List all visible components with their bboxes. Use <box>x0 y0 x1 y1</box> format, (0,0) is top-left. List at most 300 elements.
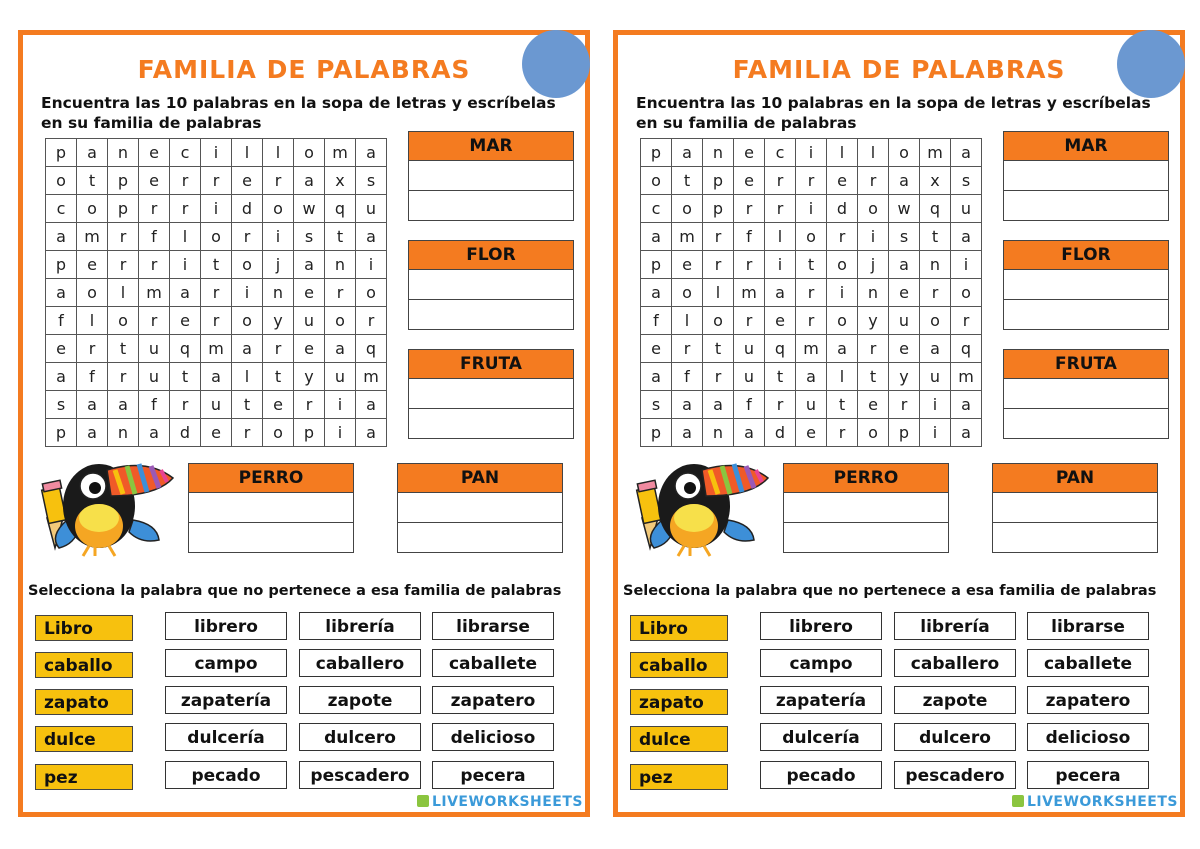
grid-cell[interactable]: r <box>703 223 734 251</box>
option-button[interactable]: librarse <box>1027 612 1149 640</box>
grid-cell[interactable]: j <box>858 251 889 279</box>
grid-cell[interactable]: m <box>139 279 170 307</box>
grid-cell[interactable]: p <box>108 167 139 195</box>
grid-cell[interactable]: t <box>170 363 201 391</box>
grid-cell[interactable]: e <box>46 335 77 363</box>
grid-cell[interactable]: y <box>263 307 294 335</box>
grid-cell[interactable]: o <box>232 251 263 279</box>
grid-cell[interactable]: r <box>920 279 951 307</box>
family-card-perro <box>188 463 354 553</box>
grid-cell[interactable]: r <box>796 167 827 195</box>
option-button[interactable]: librero <box>760 612 882 640</box>
grid-cell[interactable]: d <box>827 195 858 223</box>
word-search-grid[interactable] <box>640 138 982 447</box>
grid-cell[interactable]: o <box>263 195 294 223</box>
grid-cell[interactable]: r <box>294 391 325 419</box>
grid-cell[interactable]: r <box>263 167 294 195</box>
grid-cell[interactable]: r <box>734 195 765 223</box>
option-button[interactable]: pescadero <box>894 761 1016 789</box>
grid-cell[interactable]: i <box>170 251 201 279</box>
grid-cell[interactable]: u <box>294 307 325 335</box>
grid-cell[interactable]: o <box>294 139 325 167</box>
grid-cell[interactable]: o <box>672 279 703 307</box>
grid-cell[interactable]: a <box>356 419 387 447</box>
option-button[interactable]: librería <box>299 612 421 640</box>
grid-cell[interactable]: f <box>734 223 765 251</box>
grid-cell[interactable]: j <box>263 251 294 279</box>
grid-cell[interactable]: e <box>170 307 201 335</box>
grid-cell[interactable]: i <box>858 223 889 251</box>
option-button[interactable]: zapatero <box>432 686 554 714</box>
grid-cell[interactable]: o <box>889 139 920 167</box>
grid-cell[interactable]: d <box>765 419 796 447</box>
grid-cell[interactable]: c <box>641 195 672 223</box>
grid-cell[interactable]: p <box>641 139 672 167</box>
grid-cell[interactable]: t <box>77 167 108 195</box>
grid-cell[interactable]: i <box>827 279 858 307</box>
grid-cell[interactable]: u <box>889 307 920 335</box>
grid-cell[interactable]: r <box>108 251 139 279</box>
grid-cell[interactable]: r <box>796 307 827 335</box>
option-button[interactable]: dulcero <box>894 723 1016 751</box>
family-answer-line[interactable] <box>409 161 573 191</box>
grid-cell[interactable]: r <box>201 307 232 335</box>
grid-cell[interactable]: u <box>734 335 765 363</box>
grid-cell[interactable]: f <box>77 363 108 391</box>
family-answer-line[interactable] <box>1004 161 1168 191</box>
grid-cell[interactable]: o <box>827 307 858 335</box>
grid-cell[interactable]: u <box>139 363 170 391</box>
family-answer-line[interactable] <box>398 493 562 523</box>
grid-cell[interactable]: r <box>170 391 201 419</box>
grid-cell[interactable]: r <box>951 307 982 335</box>
grid-cell[interactable]: r <box>765 391 796 419</box>
grid-cell[interactable]: r <box>858 335 889 363</box>
grid-cell[interactable]: m <box>77 223 108 251</box>
grid-cell[interactable]: r <box>170 195 201 223</box>
grid-cell[interactable]: e <box>734 139 765 167</box>
grid-cell[interactable]: r <box>889 391 920 419</box>
grid-cell[interactable]: t <box>796 251 827 279</box>
grid-cell[interactable]: y <box>858 307 889 335</box>
grid-cell[interactable]: r <box>201 279 232 307</box>
grid-cell[interactable]: m <box>734 279 765 307</box>
grid-cell[interactable]: a <box>672 139 703 167</box>
grid-cell[interactable]: i <box>951 251 982 279</box>
option-button[interactable]: pecera <box>1027 761 1149 789</box>
family-answer-line[interactable] <box>398 523 562 552</box>
family-answer-line[interactable] <box>189 493 353 523</box>
grid-cell[interactable]: e <box>232 167 263 195</box>
grid-cell[interactable]: o <box>920 307 951 335</box>
grid-cell[interactable]: n <box>703 139 734 167</box>
grid-cell[interactable]: e <box>77 251 108 279</box>
grid-cell[interactable]: a <box>951 223 982 251</box>
grid-cell[interactable]: l <box>827 139 858 167</box>
grid-cell[interactable]: t <box>672 167 703 195</box>
option-button[interactable]: caballete <box>432 649 554 677</box>
grid-cell[interactable]: q <box>951 335 982 363</box>
grid-cell[interactable]: r <box>672 335 703 363</box>
grid-cell[interactable]: o <box>232 307 263 335</box>
grid-cell[interactable]: r <box>827 223 858 251</box>
grid-cell[interactable]: a <box>796 363 827 391</box>
grid-cell[interactable]: e <box>139 139 170 167</box>
grid-cell[interactable]: m <box>356 363 387 391</box>
option-button[interactable]: caballero <box>894 649 1016 677</box>
grid-cell[interactable]: r <box>765 167 796 195</box>
grid-cell[interactable]: d <box>170 419 201 447</box>
grid-cell[interactable]: u <box>201 391 232 419</box>
grid-cell[interactable]: p <box>889 419 920 447</box>
option-button[interactable]: pescadero <box>299 761 421 789</box>
grid-cell[interactable]: i <box>920 419 951 447</box>
grid-cell[interactable]: l <box>232 139 263 167</box>
family-answer-line[interactable] <box>784 523 948 552</box>
family-answer-line[interactable] <box>1004 191 1168 220</box>
grid-cell[interactable]: n <box>263 279 294 307</box>
family-answer-line[interactable] <box>409 409 573 438</box>
grid-cell[interactable]: c <box>765 139 796 167</box>
grid-cell[interactable]: r <box>325 279 356 307</box>
grid-cell[interactable]: f <box>139 391 170 419</box>
grid-cell[interactable]: u <box>920 363 951 391</box>
grid-cell[interactable]: i <box>796 139 827 167</box>
grid-cell[interactable]: r <box>201 167 232 195</box>
option-button[interactable]: librería <box>894 612 1016 640</box>
grid-cell[interactable]: f <box>46 307 77 335</box>
grid-cell[interactable]: e <box>263 391 294 419</box>
grid-cell[interactable]: e <box>889 279 920 307</box>
grid-cell[interactable]: t <box>108 335 139 363</box>
grid-cell[interactable]: q <box>356 335 387 363</box>
option-button[interactable]: caballete <box>1027 649 1149 677</box>
grid-row <box>46 223 387 251</box>
grid-cell[interactable]: t <box>703 335 734 363</box>
grid-cell[interactable]: e <box>796 419 827 447</box>
grid-cell[interactable]: m <box>672 223 703 251</box>
grid-cell[interactable]: a <box>232 335 263 363</box>
grid-cell[interactable]: s <box>356 167 387 195</box>
grid-cell[interactable]: i <box>796 195 827 223</box>
grid-cell[interactable]: c <box>170 139 201 167</box>
family-answer-line[interactable] <box>993 523 1157 552</box>
grid-cell[interactable]: a <box>77 419 108 447</box>
grid-cell[interactable]: u <box>796 391 827 419</box>
grid-cell[interactable]: i <box>201 195 232 223</box>
grid-cell[interactable]: o <box>858 419 889 447</box>
grid-cell[interactable]: a <box>77 391 108 419</box>
grid-cell[interactable]: e <box>294 279 325 307</box>
grid-cell[interactable]: o <box>672 195 703 223</box>
grid-cell[interactable]: r <box>139 251 170 279</box>
grid-cell[interactable]: u <box>325 363 356 391</box>
grid-cell[interactable]: w <box>889 195 920 223</box>
grid-cell[interactable]: s <box>951 167 982 195</box>
grid-cell[interactable]: l <box>672 307 703 335</box>
grid-cell[interactable]: a <box>951 391 982 419</box>
grid-cell[interactable]: a <box>672 391 703 419</box>
grid-cell[interactable]: y <box>889 363 920 391</box>
grid-cell[interactable]: f <box>672 363 703 391</box>
grid-cell[interactable]: i <box>325 391 356 419</box>
grid-cell[interactable]: l <box>108 279 139 307</box>
family-answer-line[interactable] <box>409 270 573 300</box>
option-button[interactable]: librero <box>165 612 287 640</box>
option-button[interactable]: delicioso <box>1027 723 1149 751</box>
grid-cell[interactable]: r <box>703 363 734 391</box>
grid-cell[interactable]: r <box>796 279 827 307</box>
option-button[interactable]: librarse <box>432 612 554 640</box>
option-button[interactable]: zapote <box>299 686 421 714</box>
grid-cell[interactable]: l <box>765 223 796 251</box>
grid-cell[interactable]: u <box>139 335 170 363</box>
grid-cell[interactable]: e <box>641 335 672 363</box>
grid-cell[interactable]: e <box>827 167 858 195</box>
grid-cell[interactable]: d <box>232 195 263 223</box>
grid-cell[interactable]: a <box>356 391 387 419</box>
liveworksheets-watermark <box>1012 794 1178 810</box>
grid-cell[interactable]: l <box>77 307 108 335</box>
grid-cell[interactable]: e <box>858 391 889 419</box>
grid-cell[interactable]: p <box>46 251 77 279</box>
grid-cell[interactable]: q <box>170 335 201 363</box>
grid-cell[interactable]: m <box>201 335 232 363</box>
grid-cell[interactable]: o <box>46 167 77 195</box>
grid-cell[interactable]: t <box>201 251 232 279</box>
grid-cell[interactable]: o <box>263 419 294 447</box>
grid-cell[interactable]: p <box>641 419 672 447</box>
grid-cell[interactable]: a <box>734 419 765 447</box>
grid-cell[interactable]: o <box>108 307 139 335</box>
grid-cell[interactable]: l <box>170 223 201 251</box>
grid-cell[interactable]: p <box>641 251 672 279</box>
grid-cell[interactable]: r <box>108 363 139 391</box>
option-button[interactable]: zapote <box>894 686 1016 714</box>
grid-cell[interactable]: r <box>703 251 734 279</box>
grid-cell[interactable]: u <box>734 363 765 391</box>
grid-cell[interactable]: r <box>734 307 765 335</box>
grid-cell[interactable]: c <box>46 195 77 223</box>
grid-cell[interactable]: f <box>139 223 170 251</box>
grid-cell[interactable]: a <box>170 279 201 307</box>
grid-cell[interactable]: n <box>108 139 139 167</box>
grid-cell[interactable]: s <box>889 223 920 251</box>
grid-cell[interactable]: f <box>734 391 765 419</box>
grid-cell[interactable]: i <box>325 419 356 447</box>
grid-cell[interactable]: o <box>641 167 672 195</box>
grid-cell[interactable]: e <box>765 307 796 335</box>
grid-cell[interactable]: f <box>641 307 672 335</box>
grid-cell[interactable]: n <box>325 251 356 279</box>
family-answer-line[interactable] <box>1004 409 1168 438</box>
grid-cell[interactable]: s <box>46 391 77 419</box>
grid-cell[interactable]: x <box>920 167 951 195</box>
grid-cell[interactable]: a <box>889 251 920 279</box>
family-answer-line[interactable] <box>409 379 573 409</box>
grid-cell[interactable]: n <box>108 419 139 447</box>
grid-cell[interactable]: r <box>170 167 201 195</box>
grid-cell[interactable]: a <box>139 419 170 447</box>
grid-cell[interactable]: a <box>951 419 982 447</box>
family-answer-line[interactable] <box>1004 300 1168 329</box>
option-button[interactable]: pecado <box>760 761 882 789</box>
family-answer-line[interactable] <box>784 493 948 523</box>
grid-cell[interactable]: s <box>294 223 325 251</box>
grid-cell[interactable]: q <box>765 335 796 363</box>
grid-cell[interactable]: l <box>263 139 294 167</box>
grid-cell[interactable]: p <box>703 195 734 223</box>
grid-cell[interactable]: a <box>765 279 796 307</box>
family-header: FRUTA <box>409 350 573 379</box>
option-button[interactable]: campo <box>760 649 882 677</box>
grid-cell[interactable]: x <box>325 167 356 195</box>
grid-cell[interactable]: t <box>765 363 796 391</box>
grid-cell[interactable]: q <box>920 195 951 223</box>
grid-cell[interactable]: i <box>263 223 294 251</box>
grid-cell[interactable]: o <box>356 279 387 307</box>
family-answer-line[interactable] <box>409 300 573 329</box>
grid-cell[interactable]: w <box>294 195 325 223</box>
family-answer-line[interactable] <box>993 493 1157 523</box>
grid-cell[interactable]: r <box>77 335 108 363</box>
option-button[interactable]: caballero <box>299 649 421 677</box>
grid-row <box>641 139 982 167</box>
grid-cell[interactable]: r <box>263 335 294 363</box>
grid-cell[interactable]: o <box>325 307 356 335</box>
option-button[interactable]: dulcería <box>760 723 882 751</box>
grid-cell[interactable]: a <box>641 363 672 391</box>
grid-cell[interactable]: o <box>703 307 734 335</box>
grid-cell[interactable]: a <box>356 139 387 167</box>
grid-cell[interactable]: a <box>46 223 77 251</box>
grid-cell[interactable]: t <box>827 391 858 419</box>
grid-cell[interactable]: e <box>294 335 325 363</box>
option-button[interactable]: campo <box>165 649 287 677</box>
option-button[interactable]: pecera <box>432 761 554 789</box>
grid-cell[interactable]: r <box>734 251 765 279</box>
grid-cell[interactable]: u <box>951 195 982 223</box>
grid-cell[interactable]: o <box>951 279 982 307</box>
grid-cell[interactable]: s <box>641 391 672 419</box>
grid-cell[interactable]: r <box>139 307 170 335</box>
grid-cell[interactable]: o <box>201 223 232 251</box>
grid-cell[interactable]: r <box>858 167 889 195</box>
grid-cell[interactable]: i <box>232 279 263 307</box>
grid-cell[interactable]: t <box>325 223 356 251</box>
grid-cell[interactable]: a <box>77 139 108 167</box>
grid-row <box>46 167 387 195</box>
grid-cell[interactable]: o <box>796 223 827 251</box>
family-answer-line[interactable] <box>189 523 353 552</box>
grid-cell[interactable]: n <box>858 279 889 307</box>
grid-cell[interactable]: o <box>858 195 889 223</box>
grid-cell[interactable]: p <box>294 419 325 447</box>
grid-cell[interactable]: m <box>796 335 827 363</box>
grid-cell[interactable]: a <box>672 419 703 447</box>
grid-cell[interactable]: e <box>734 167 765 195</box>
grid-cell[interactable]: i <box>356 251 387 279</box>
grid-cell[interactable]: a <box>703 391 734 419</box>
grid-cell[interactable]: a <box>356 223 387 251</box>
grid-cell[interactable]: u <box>356 195 387 223</box>
grid-cell[interactable]: l <box>232 363 263 391</box>
option-button[interactable]: zapatería <box>760 686 882 714</box>
grid-cell[interactable]: t <box>858 363 889 391</box>
grid-cell[interactable]: i <box>920 391 951 419</box>
grid-cell[interactable]: r <box>827 419 858 447</box>
grid-cell[interactable]: e <box>889 335 920 363</box>
grid-cell[interactable]: r <box>139 195 170 223</box>
grid-cell[interactable]: o <box>827 251 858 279</box>
grid-cell[interactable]: r <box>232 223 263 251</box>
grid-cell[interactable]: q <box>325 195 356 223</box>
grid-cell[interactable]: t <box>232 391 263 419</box>
grid-cell[interactable]: r <box>356 307 387 335</box>
grid-cell[interactable]: a <box>46 279 77 307</box>
grid-cell[interactable]: t <box>263 363 294 391</box>
grid-cell[interactable]: p <box>108 195 139 223</box>
option-button[interactable]: dulcería <box>165 723 287 751</box>
grid-cell[interactable]: p <box>703 167 734 195</box>
grid-cell[interactable]: n <box>920 251 951 279</box>
family-answer-line[interactable] <box>1004 270 1168 300</box>
grid-cell[interactable]: e <box>672 251 703 279</box>
grid-cell[interactable]: a <box>889 167 920 195</box>
grid-cell[interactable]: p <box>46 419 77 447</box>
grid-cell[interactable]: y <box>294 363 325 391</box>
grid-cell[interactable]: p <box>46 139 77 167</box>
grid-cell[interactable]: i <box>201 139 232 167</box>
grid-cell[interactable]: a <box>325 335 356 363</box>
grid-cell[interactable]: a <box>108 391 139 419</box>
grid-cell[interactable]: a <box>641 279 672 307</box>
grid-cell[interactable]: n <box>703 419 734 447</box>
grid-cell[interactable]: l <box>858 139 889 167</box>
grid-cell[interactable]: r <box>232 419 263 447</box>
grid-cell[interactable]: m <box>325 139 356 167</box>
grid-cell[interactable]: l <box>827 363 858 391</box>
grid-cell[interactable]: a <box>827 335 858 363</box>
grid-cell[interactable]: a <box>920 335 951 363</box>
family-answer-line[interactable] <box>409 191 573 220</box>
grid-cell[interactable]: o <box>77 195 108 223</box>
grid-cell[interactable]: r <box>765 195 796 223</box>
grid-cell[interactable]: a <box>294 167 325 195</box>
grid-cell[interactable]: a <box>951 139 982 167</box>
grid-cell[interactable]: t <box>920 223 951 251</box>
option-button[interactable]: delicioso <box>432 723 554 751</box>
grid-cell[interactable]: m <box>951 363 982 391</box>
grid-cell[interactable]: m <box>920 139 951 167</box>
grid-cell[interactable]: l <box>703 279 734 307</box>
family-answer-line[interactable] <box>1004 379 1168 409</box>
word-search-grid[interactable] <box>45 138 387 447</box>
option-button[interactable]: zapatero <box>1027 686 1149 714</box>
grid-cell[interactable]: a <box>641 223 672 251</box>
option-button[interactable]: zapatería <box>165 686 287 714</box>
grid-cell[interactable]: e <box>201 419 232 447</box>
option-button[interactable]: pecado <box>165 761 287 789</box>
grid-cell[interactable]: e <box>139 167 170 195</box>
grid-cell[interactable]: i <box>765 251 796 279</box>
grid-cell[interactable]: r <box>108 223 139 251</box>
grid-cell[interactable]: a <box>201 363 232 391</box>
grid-cell[interactable]: a <box>46 363 77 391</box>
grid-cell[interactable]: a <box>294 251 325 279</box>
grid-cell[interactable]: o <box>77 279 108 307</box>
option-button[interactable]: dulcero <box>299 723 421 751</box>
